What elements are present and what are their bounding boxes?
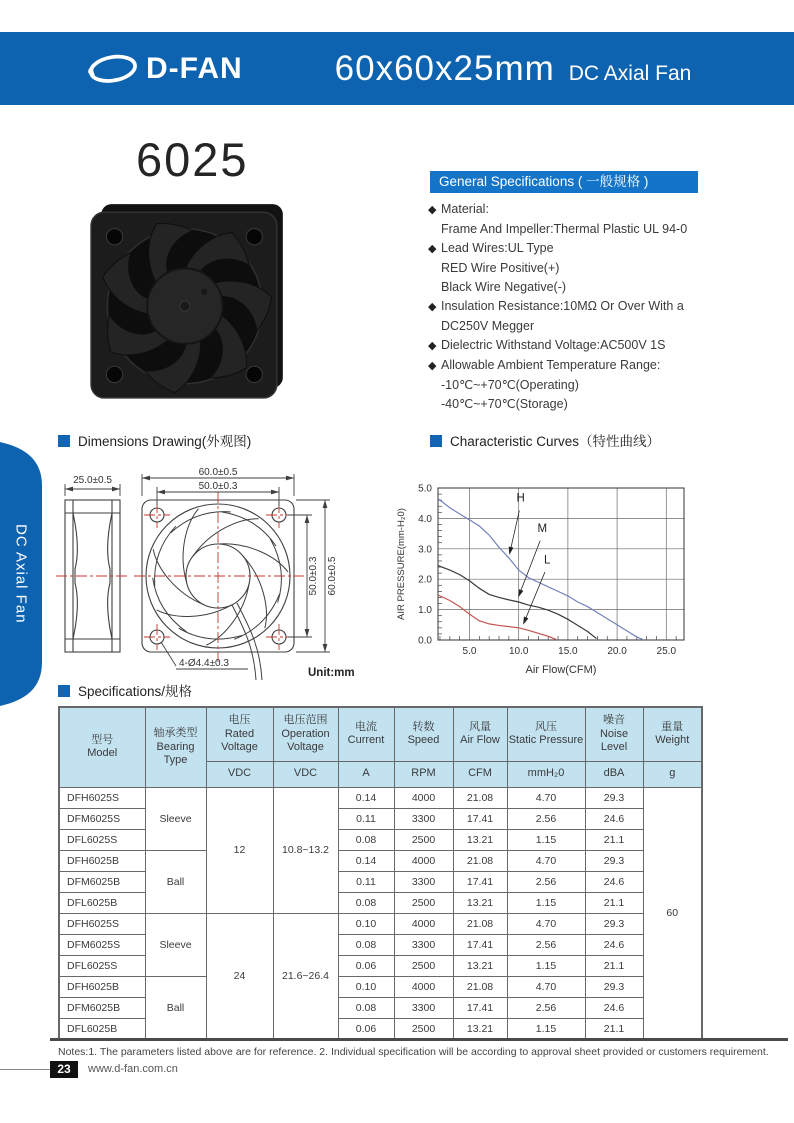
spec-item: ◆ Allowable Ambient Temperature Range: — [428, 356, 778, 376]
header-row — [59, 707, 702, 761]
cell-pressure: 1.15 — [507, 955, 585, 976]
cell-airflow: 17.41 — [453, 808, 507, 829]
cell-noise: 24.6 — [585, 934, 643, 955]
brand-name: D-FAN — [146, 51, 243, 85]
col-header-noise: 噪音 Noise Level — [585, 707, 643, 761]
svg-text:5.0: 5.0 — [462, 646, 477, 657]
unit-pressure: mmH₂0 — [507, 761, 585, 787]
curve-label-H: H — [516, 492, 525, 505]
cell-noise: 21.1 — [585, 955, 643, 976]
svg-text:0.0: 0.0 — [418, 635, 432, 647]
cell-rated-voltage: 24 — [206, 913, 273, 1040]
cell-airflow: 21.08 — [453, 850, 507, 871]
dim-width-outer-label: 60.0±0.5 — [198, 467, 238, 478]
spec-item: Black Wire Negative(-) — [441, 280, 567, 294]
unit-weight: g — [643, 761, 702, 787]
section-specs-title: Specifications/规格 — [58, 680, 192, 700]
section-curves-title: Characteristic Curves（特性曲线） — [430, 430, 660, 450]
cell-pressure: 4.70 — [507, 976, 585, 997]
curve-label-L: L — [544, 554, 551, 567]
cell-noise: 24.6 — [585, 997, 643, 1018]
model-number: 6025 — [136, 133, 249, 186]
cell-current: 0.14 — [338, 850, 394, 871]
characteristic-curves-chart — [394, 468, 696, 686]
unit-airflow: CFM — [453, 761, 507, 787]
diamond-bullet-icon: ◆ — [428, 204, 437, 216]
product-photo — [88, 198, 290, 402]
section-dimensions-title: Dimensions Drawing(外观图) — [58, 430, 251, 450]
cell-speed: 2500 — [394, 829, 453, 850]
diamond-bullet-icon: ◆ — [428, 301, 437, 313]
table-row — [59, 787, 702, 808]
unit-operation-voltage: VDC — [273, 761, 338, 787]
cell-speed: 4000 — [394, 913, 453, 934]
cell-speed: 4000 — [394, 850, 453, 871]
spec-item: Frame And Impeller:Thermal Plastic UL 94-0 — [441, 222, 688, 236]
dim-hole-callout-label: 4-Ø4.4±0.3 — [179, 658, 229, 669]
unit-rated-voltage: VDC — [206, 761, 273, 787]
page-number-badge: 23 — [50, 1061, 78, 1078]
cell-pressure: 2.56 — [507, 871, 585, 892]
y-axis-label: AIR PRESSURE(mm-H₂0) — [396, 508, 407, 620]
cell-current: 0.08 — [338, 892, 394, 913]
cell-current: 0.14 — [338, 787, 394, 808]
cell-model: DFM6025S — [59, 934, 145, 955]
svg-text:25.0: 25.0 — [656, 646, 677, 657]
cell-noise: 29.3 — [585, 850, 643, 871]
product-type-title: DC Axial Fan — [568, 61, 692, 85]
cell-current: 0.10 — [338, 913, 394, 934]
cell-airflow: 17.41 — [453, 997, 507, 1018]
svg-text:3.0: 3.0 — [418, 544, 432, 556]
cell-airflow: 17.41 — [453, 934, 507, 955]
svg-text:2.0: 2.0 — [418, 574, 432, 586]
cell-airflow: 13.21 — [453, 1018, 507, 1040]
col-header-current: 电流 Current — [338, 707, 394, 761]
cell-bearing: Sleeve — [145, 913, 206, 976]
cell-noise: 29.3 — [585, 787, 643, 808]
cell-current: 0.08 — [338, 997, 394, 1018]
col-header-operation-voltage: 电压范围 Operation Voltage — [273, 707, 338, 761]
cell-pressure: 1.15 — [507, 892, 585, 913]
cell-speed: 4000 — [394, 787, 453, 808]
specifications-table — [58, 706, 703, 1041]
cell-model: DFH6025B — [59, 976, 145, 997]
cell-noise: 29.3 — [585, 976, 643, 997]
dim-hole-pitch-h-label: 50.0±0.3 — [198, 481, 238, 492]
diamond-bullet-icon: ◆ — [428, 243, 437, 255]
fan-size-title: 60x60x25mm — [334, 48, 555, 88]
cell-current: 0.08 — [338, 934, 394, 955]
dim-depth-label: 25.0±0.5 — [73, 475, 112, 486]
cell-speed: 3300 — [394, 997, 453, 1018]
cell-airflow: 13.21 — [453, 829, 507, 850]
spec-item: ◆ Insulation Resistance:10MΩ Or Over With a — [428, 297, 778, 317]
brand-logo-icon — [84, 50, 140, 88]
curve-label-M: M — [537, 523, 548, 536]
cell-model: DFM6025B — [59, 997, 145, 1018]
cell-operation-voltage: 21.6~26.4 — [273, 913, 338, 1040]
notes-divider — [50, 1038, 788, 1041]
spec-item: ◆ Lead Wires:UL Type — [428, 239, 778, 259]
cell-airflow: 13.21 — [453, 892, 507, 913]
cell-current: 0.08 — [338, 829, 394, 850]
x-axis-label: Air Flow(CFM) — [525, 664, 597, 676]
cell-pressure: 1.15 — [507, 829, 585, 850]
spec-item: ◆ Material: — [428, 200, 778, 220]
cell-model: DFL6025B — [59, 892, 145, 913]
unit-speed: RPM — [394, 761, 453, 787]
cell-speed: 3300 — [394, 808, 453, 829]
dim-hole-pitch-v-label: 50.0±0.3 — [308, 556, 319, 596]
cell-noise: 21.1 — [585, 1018, 643, 1040]
col-header-airflow: 风量 Air Flow — [453, 707, 507, 761]
general-specs-list — [428, 200, 778, 414]
blue-square-icon — [430, 435, 442, 447]
cell-airflow: 21.08 — [453, 913, 507, 934]
unit-noise: dBA — [585, 761, 643, 787]
dim-height-outer-label: 60.0±0.5 — [327, 556, 338, 596]
website-text: www.d-fan.com.cn — [88, 1063, 178, 1075]
cell-model: DFH6025B — [59, 850, 145, 871]
blue-square-icon — [58, 435, 70, 447]
spec-item: RED Wire Positive(+) — [441, 261, 560, 275]
cell-speed: 2500 — [394, 1018, 453, 1040]
col-header-speed: 转数 Speed — [394, 707, 453, 761]
cell-airflow: 13.21 — [453, 955, 507, 976]
svg-text:5.0: 5.0 — [418, 483, 432, 495]
notes-text: Notes:1. The parameters listed above are for reference. 2. Individual specification will be according to approval sheet provided or customers requirement. — [58, 1046, 769, 1058]
cell-noise: 29.3 — [585, 913, 643, 934]
cell-speed: 4000 — [394, 976, 453, 997]
cell-speed: 3300 — [394, 871, 453, 892]
svg-text:10.0: 10.0 — [508, 646, 529, 657]
cell-weight: 60 — [643, 787, 702, 1040]
general-specs-title-bar: General Specifications ( 一般规格 ) — [430, 171, 698, 193]
svg-text:4.0: 4.0 — [418, 513, 432, 525]
col-header-bearing: 轴承类型 Bearing Type — [145, 707, 206, 787]
svg-text:15.0: 15.0 — [558, 646, 578, 657]
cell-model: DFH6025S — [59, 787, 145, 808]
col-header-model: 型号 Model — [59, 707, 145, 787]
cell-noise: 21.1 — [585, 829, 643, 850]
cell-bearing: Ball — [145, 850, 206, 913]
cell-rated-voltage: 12 — [206, 787, 273, 913]
unit-label: Unit:mm — [308, 667, 355, 679]
cell-pressure: 4.70 — [507, 787, 585, 808]
col-header-weight: 重量 Weight — [643, 707, 702, 761]
dimensions-drawing — [52, 466, 386, 692]
cell-current: 0.10 — [338, 976, 394, 997]
cell-pressure: 2.56 — [507, 808, 585, 829]
cell-model: DFL6025S — [59, 955, 145, 976]
cell-model: DFH6025S — [59, 913, 145, 934]
svg-text:1.0: 1.0 — [418, 605, 432, 617]
cell-operation-voltage: 10.8~13.2 — [273, 787, 338, 913]
cell-current: 0.11 — [338, 871, 394, 892]
svg-text:20.0: 20.0 — [607, 646, 627, 657]
table-row — [59, 976, 702, 997]
cell-pressure: 2.56 — [507, 997, 585, 1018]
spec-item: ◆ Dielectric Withstand Voltage:AC500V 1S — [428, 336, 778, 356]
cell-speed: 3300 — [394, 934, 453, 955]
spec-item: DC250V Megger — [441, 319, 535, 333]
side-tab-label: DC Axial Fan — [12, 524, 30, 624]
diamond-bullet-icon: ◆ — [428, 360, 437, 372]
col-header-rated-voltage: 电压 Rated Voltage — [206, 707, 273, 761]
cell-noise: 24.6 — [585, 871, 643, 892]
unit-current: A — [338, 761, 394, 787]
cell-airflow: 21.08 — [453, 787, 507, 808]
footer-line — [0, 1069, 50, 1070]
cell-noise: 24.6 — [585, 808, 643, 829]
cell-noise: 21.1 — [585, 892, 643, 913]
cell-current: 0.11 — [338, 808, 394, 829]
table-row — [59, 850, 702, 871]
cell-bearing: Sleeve — [145, 787, 206, 850]
cell-pressure: 4.70 — [507, 913, 585, 934]
cell-current: 0.06 — [338, 1018, 394, 1040]
col-header-pressure: 风压 Static Pressure — [507, 707, 585, 761]
cell-model: DFM6025B — [59, 871, 145, 892]
cell-current: 0.06 — [338, 955, 394, 976]
cell-model: DFL6025S — [59, 829, 145, 850]
diamond-bullet-icon: ◆ — [428, 340, 437, 352]
cell-bearing: Ball — [145, 976, 206, 1040]
spec-item: -10℃~+70℃(Operating) — [441, 378, 579, 392]
cell-pressure: 2.56 — [507, 934, 585, 955]
cell-pressure: 1.15 — [507, 1018, 585, 1040]
cell-speed: 2500 — [394, 892, 453, 913]
header-band — [0, 32, 794, 105]
table-row — [59, 913, 702, 934]
side-tab — [0, 440, 42, 708]
spec-item: -40℃~+70℃(Storage) — [441, 397, 568, 411]
cell-speed: 2500 — [394, 955, 453, 976]
cell-airflow: 17.41 — [453, 871, 507, 892]
cell-pressure: 4.70 — [507, 850, 585, 871]
cell-model: DFL6025B — [59, 1018, 145, 1040]
cell-airflow: 21.08 — [453, 976, 507, 997]
cell-model: DFM6025S — [59, 808, 145, 829]
